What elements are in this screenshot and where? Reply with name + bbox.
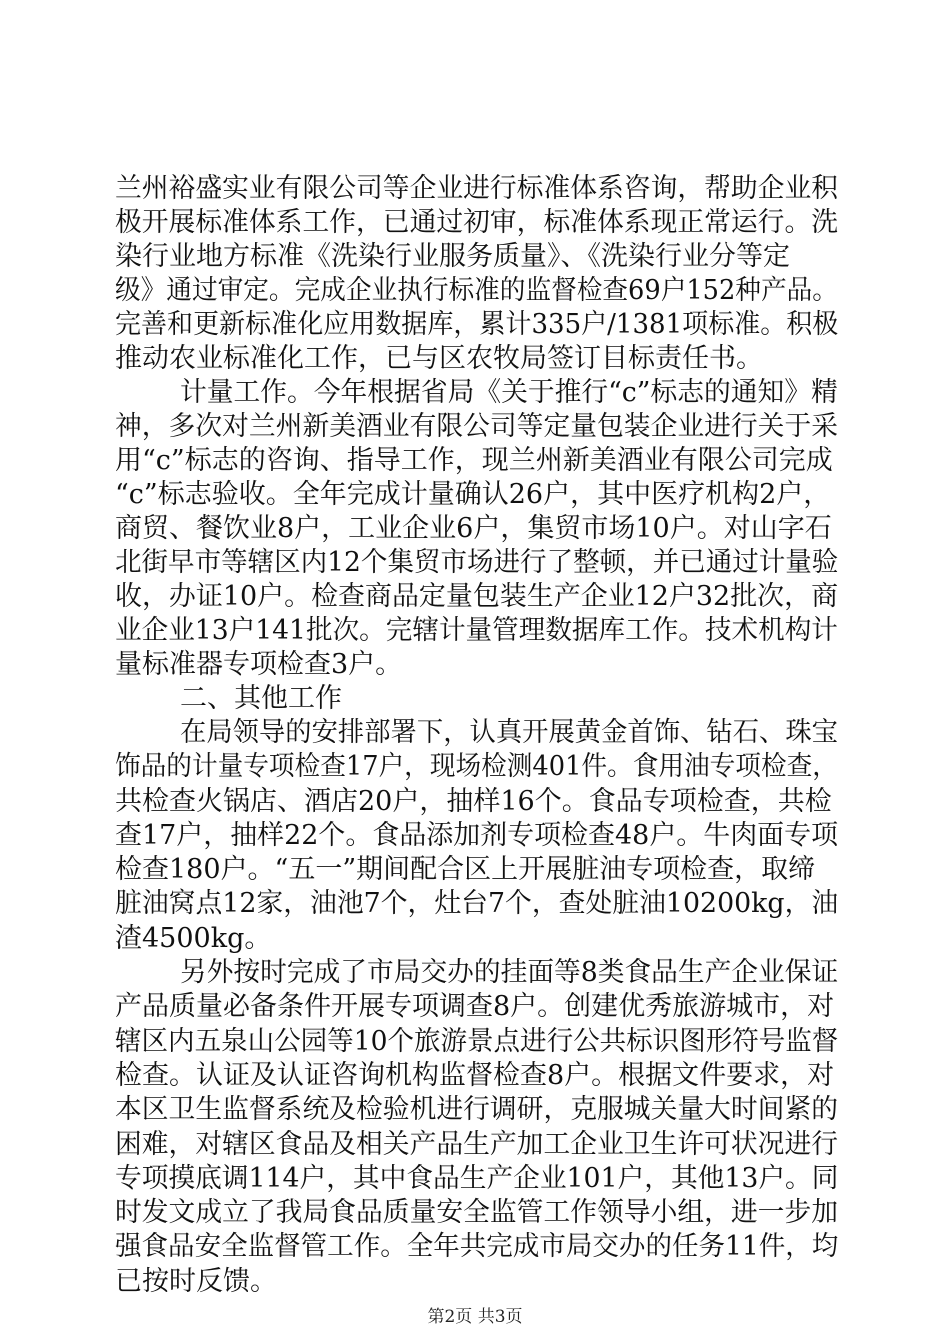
body-text-line: 极开展标准体系工作，已通过初审，标准体系现正常运行。洗 <box>115 207 839 238</box>
body-text-line: 共检查火锅店、酒店20户，抽样16个。食品专项检查，共检 <box>115 786 832 817</box>
body-text-line: 计量工作。今年根据省局《关于推行“c”标志的通知》精 <box>180 377 838 408</box>
body-text-line: 脏油窝点12家，油池7个，灶台7个，查处脏油10200kg，油 <box>115 888 839 919</box>
body-text-line: 收，办证10户。检查商品定量包装生产企业12户32批次，商 <box>115 581 839 612</box>
body-text-line: 神，多次对兰州新美酒业有限公司等定量包装企业进行关于采 <box>115 411 839 442</box>
body-text-line: 业企业13户141批次。完辖计量管理数据库工作。技术机构计 <box>115 615 838 646</box>
body-text-line: 用“c”标志的咨询、指导工作，现兰州新美酒业有限公司完成 <box>115 445 833 476</box>
body-text-line: 推动农业标准化工作，已与区农牧局签订目标责任书。 <box>115 343 763 374</box>
body-text-line: 困难，对辖区食品及相关产品生产加工企业卫生许可状况进行 <box>115 1129 839 1160</box>
page-number-label: 第2页 共3页 <box>427 1307 523 1327</box>
body-text-line: 专项摸底调114户，其中食品生产企业101户，其他13户。同 <box>115 1163 839 1194</box>
body-text-line: 另外按时完成了市局交办的挂面等8类食品生产企业保证 <box>180 957 839 988</box>
body-text-line: “c”标志验收。全年完成计量确认26户，其中医疗机构2户， <box>115 479 831 510</box>
body-text-line: 饰品的计量专项检查17户，现场检测401件。食用油专项检查， <box>115 751 838 782</box>
body-text-line: 时发文成立了我局食品质量安全监管工作领导小组，进一步加 <box>115 1197 839 1228</box>
section-heading: 二、其他工作 <box>180 683 342 714</box>
body-text-line: 强食品安全监督管工作。全年共完成市局交办的任务11件，均 <box>115 1231 839 1262</box>
body-text-line: 级》通过审定。完成企业执行标准的监督检查69户152种产品。 <box>115 275 838 306</box>
body-text-line: 北街早市等辖区内12个集贸市场进行了整顿，并已通过计量验 <box>115 547 839 578</box>
page-footer <box>0 1302 950 1327</box>
body-text-line: 查17户，抽样22个。食品添加剂专项检查48户。牛肉面专项 <box>115 820 839 851</box>
body-text-line: 检查。认证及认证咨询机构监督检查8户。根据文件要求，对 <box>115 1060 835 1091</box>
body-text-line: 量标准器专项检查3户。 <box>115 649 403 680</box>
body-text-line: 产品质量必备条件开展专项调查8户。创建优秀旅游城市，对 <box>115 991 835 1022</box>
body-text-line: 在局领导的安排部署下，认真开展黄金首饰、钻石、珠宝 <box>180 717 838 748</box>
body-text-line: 完善和更新标准化应用数据库，累计335户/1381项标准。积极 <box>115 309 839 340</box>
body-text-line: 检查180户。“五一”期间配合区上开展脏油专项检查，取缔 <box>115 854 816 885</box>
body-text-line: 渣4500kg。 <box>115 923 272 954</box>
body-text-line: 已按时反馈。 <box>115 1266 277 1297</box>
body-text-line: 本区卫生监督系统及检验机进行调研，克服城关量大时间紧的 <box>115 1094 839 1125</box>
body-text-line: 染行业地方标准《洗染行业服务质量》、《洗染行业分等定 <box>115 241 790 272</box>
body-text-line: 辖区内五泉山公园等10个旅游景点进行公共标识图形符号监督 <box>115 1026 839 1057</box>
body-text-line: 商贸、餐饮业8户，工业企业6户，集贸市场10户。对山字石 <box>115 513 832 544</box>
body-text-line: 兰州裕盛实业有限公司等企业进行标准体系咨询，帮助企业积 <box>115 173 839 204</box>
